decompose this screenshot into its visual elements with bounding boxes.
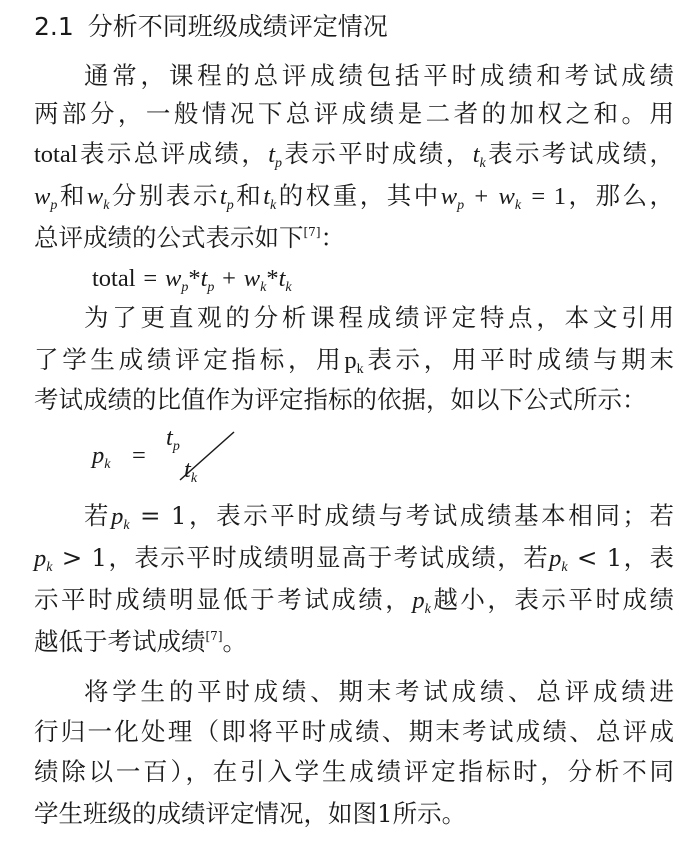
section-number: 2.1 bbox=[34, 12, 74, 41]
formula-ratio: $p_k$ = $t_p$ $t_k$ bbox=[92, 424, 312, 488]
paragraph-1-line-5: 总评成绩的公式表示如下[7]： bbox=[34, 223, 345, 252]
paragraph-1-line-1: 通常，课程的总评成绩包括平时成绩和考试成绩 bbox=[84, 61, 674, 90]
citation-ref: [7] bbox=[303, 225, 321, 239]
paragraph-4-line-4: 学生班级的成绩评定情况，如图1所示。 bbox=[34, 799, 467, 828]
paragraph-3-line-2: $p_k > 1$，表示平时成绩明显高于考试成绩，若$p_k < 1$，表 bbox=[34, 543, 675, 575]
paragraph-4-line-3: 绩除以一百），在引入学生成绩评定指标时，分析不同 bbox=[34, 757, 674, 786]
paragraph-2-line-3: 考试成绩的比值作为评定指标的依据，如以下公式所示： bbox=[34, 385, 647, 414]
paragraph-3-line-1: 若$p_k = 1$，表示平时成绩与考试成绩基本相同；若 bbox=[84, 501, 674, 533]
formula-total: total = $w_p*t_p + w_k*t_k$ bbox=[92, 265, 292, 295]
paragraph-1-line-4: $w_p$和$w_k$分别表示$t_p$和$t_k$的权重，其中$w_p + w_k = 1$，那么， bbox=[34, 181, 675, 213]
section-heading bbox=[34, 12, 388, 42]
paragraph-3-line-3: 示平时成绩明显低于考试成绩，$p_k$越小，表示平时成绩 bbox=[34, 585, 675, 617]
paragraph-3-line-4: 越低于考试成绩[7]。 bbox=[34, 627, 247, 656]
paragraph-2-line-2: 了学生成绩评定指标，用$p_k$表示，用平时成绩与期末 bbox=[34, 345, 674, 377]
citation-ref: [7] bbox=[205, 629, 223, 643]
paragraph-4-line-2: 行归一化处理（即将平时成绩、期末考试成绩、总评成 bbox=[34, 717, 674, 746]
paragraph-1-line-3: total表示总评成绩，$t_p$表示平时成绩，$t_k$表示考试成绩， bbox=[34, 139, 675, 171]
paragraph-2-line-1: 为了更直观的分析课程成绩评定特点，本文引用 bbox=[84, 303, 674, 332]
paragraph-4-line-1: 将学生的平时成绩、期末考试成绩、总评成绩进 bbox=[84, 677, 674, 706]
paragraph-1-line-2: 两部分，一般情况下总评成绩是二者的加权之和。用 bbox=[34, 99, 674, 128]
section-title: 分析不同班级成绩评定情况 bbox=[87, 12, 388, 41]
